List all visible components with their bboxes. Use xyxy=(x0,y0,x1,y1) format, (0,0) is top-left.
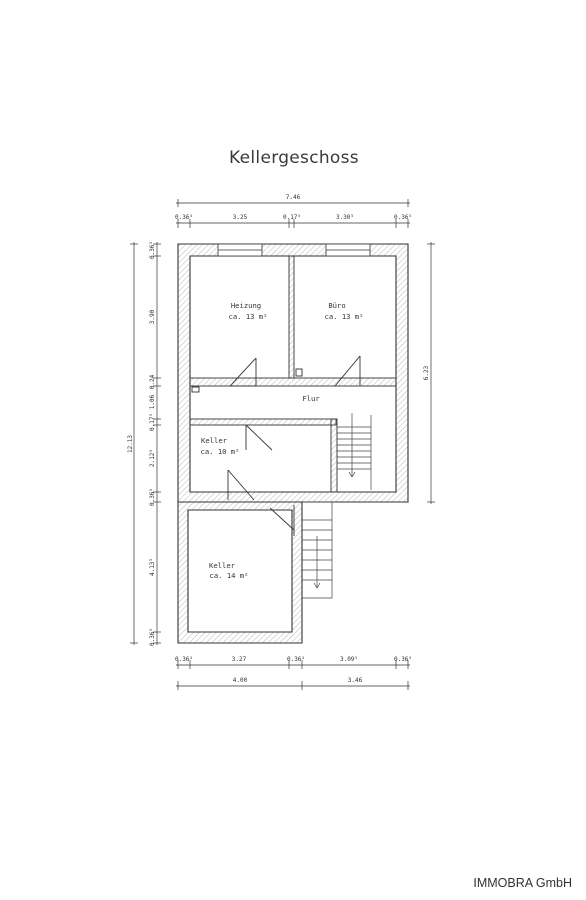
room-heizung-name: Heizung xyxy=(230,301,262,310)
svg-text:0.24: 0.24 xyxy=(149,374,156,390)
svg-text:2.12⁵: 2.12⁵ xyxy=(149,448,156,468)
svg-text:0.17⁵: 0.17⁵ xyxy=(149,412,156,432)
room-heizung-area: ca. 13 m² xyxy=(228,312,268,321)
stairs-lower xyxy=(302,502,332,598)
room-keller-14-area: ca. 14 m² xyxy=(209,571,249,580)
svg-text:0.36⁵: 0.36⁵ xyxy=(286,656,306,663)
svg-text:0.36⁵: 0.36⁵ xyxy=(149,240,156,260)
company-name: IMMOBRA GmbH xyxy=(473,876,572,890)
svg-text:0.17⁵: 0.17⁵ xyxy=(282,214,302,221)
stairs-upper xyxy=(337,413,371,490)
svg-text:4.00: 4.00 xyxy=(232,677,248,684)
small-outlet xyxy=(296,369,302,376)
svg-text:3.90: 3.90 xyxy=(149,309,156,325)
room-keller-10-area: ca. 10 m² xyxy=(200,447,240,456)
room-buero-name: Büro xyxy=(328,301,346,310)
dim-right xyxy=(423,242,435,504)
svg-text:0.36⁵: 0.36⁵ xyxy=(149,487,156,507)
svg-text:3.46: 3.46 xyxy=(347,677,363,684)
svg-text:3.09⁵: 3.09⁵ xyxy=(339,656,359,663)
svg-text:3.27: 3.27 xyxy=(231,656,247,663)
wall-heizung-buero xyxy=(289,256,294,378)
small-box xyxy=(192,387,199,392)
svg-text:0.36⁵: 0.36⁵ xyxy=(393,214,413,221)
wall-keller-stairs xyxy=(331,419,337,492)
door-keller-10 xyxy=(246,425,272,450)
svg-text:0.36⁵: 0.36⁵ xyxy=(393,656,413,663)
room-keller-10-name: Keller xyxy=(201,436,227,445)
dim-bottom xyxy=(175,656,412,690)
room-labels xyxy=(201,301,364,580)
wall-corridor-bottom xyxy=(190,419,336,425)
svg-text:4.13⁵: 4.13⁵ xyxy=(149,557,156,577)
room-buero-area: ca. 13 m² xyxy=(324,312,364,321)
svg-text:1.06: 1.06 xyxy=(149,394,156,410)
svg-text:0.36⁵: 0.36⁵ xyxy=(149,627,156,647)
dim-top-total: 7.46 xyxy=(285,194,301,201)
svg-text:0.36⁵: 0.36⁵ xyxy=(174,214,194,221)
wall-corridor-top xyxy=(190,378,396,386)
dim-top xyxy=(175,194,412,228)
svg-text:12.13: 12.13 xyxy=(127,434,134,454)
svg-text:3.30⁵: 3.30⁵ xyxy=(335,214,355,221)
room-flur-name: Flur xyxy=(302,394,320,403)
plan-title: Kellergeschoss xyxy=(229,148,359,168)
dim-left xyxy=(127,241,161,646)
svg-text:3.25: 3.25 xyxy=(232,214,248,221)
svg-text:0.36⁵: 0.36⁵ xyxy=(174,656,194,663)
room-keller-14-name: Keller xyxy=(209,561,235,570)
svg-text:6.23: 6.23 xyxy=(423,365,430,381)
